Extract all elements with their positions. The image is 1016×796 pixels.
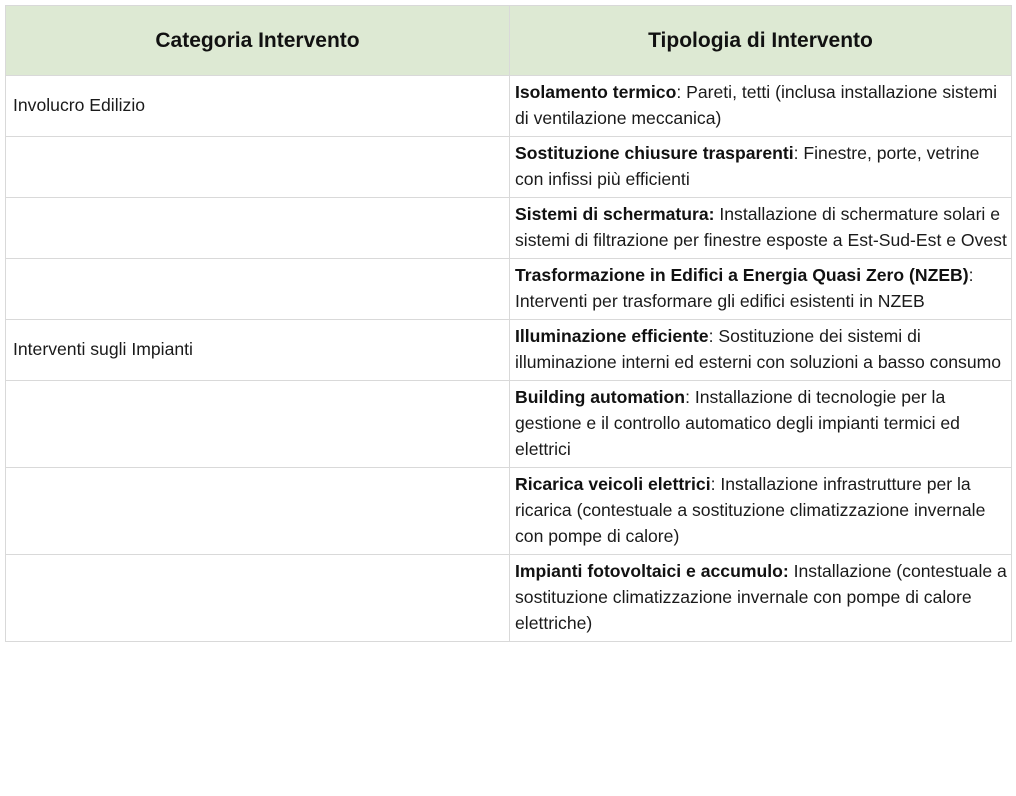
category-cell xyxy=(6,198,510,259)
type-description: : Finestre, porte, vetrine con infissi più efficienti xyxy=(515,143,980,189)
type-cell xyxy=(510,137,1012,198)
category-cell xyxy=(6,555,510,642)
type-title: Illuminazione efficiente xyxy=(515,326,709,346)
table-row xyxy=(6,555,1012,642)
type-title: Impianti fotovoltaici e accumulo: xyxy=(515,561,789,581)
type-cell xyxy=(510,76,1012,137)
type-title: Sistemi di schermatura: xyxy=(515,204,715,224)
table-row xyxy=(6,320,1012,381)
header-category: Categoria Intervento xyxy=(6,6,510,76)
type-cell xyxy=(510,320,1012,381)
type-description: Installazione (contestuale a sostituzione climatizzazione invernale con pompe di calore elettriche) xyxy=(515,561,1007,633)
type-description: : Pareti, tetti (inclusa installazione sistemi di ventilazione meccanica) xyxy=(515,82,998,128)
type-cell xyxy=(510,555,1012,642)
table-row xyxy=(6,468,1012,555)
type-title: Sostituzione chiusure trasparenti xyxy=(515,143,794,163)
type-description: : Interventi per trasformare gli edifici esistenti in NZEB xyxy=(515,265,974,311)
table-row xyxy=(6,137,1012,198)
category-cell xyxy=(6,137,510,198)
type-title: Isolamento termico xyxy=(515,82,677,102)
category-cell: Involucro Edilizio xyxy=(6,76,510,137)
type-cell xyxy=(510,198,1012,259)
type-cell xyxy=(510,381,1012,468)
table-row xyxy=(6,198,1012,259)
category-cell: Interventi sugli Impianti xyxy=(6,320,510,381)
type-description: : Installazione infrastrutture per la ricarica (contestuale a sostituzione climatizzazione invernale con pompe di calore) xyxy=(515,474,986,546)
type-title: Ricarica veicoli elettrici xyxy=(515,474,711,494)
category-cell xyxy=(6,259,510,320)
table-row xyxy=(6,259,1012,320)
header-row xyxy=(6,6,1012,76)
category-cell xyxy=(6,468,510,555)
table-row xyxy=(6,76,1012,137)
type-cell xyxy=(510,259,1012,320)
category-cell xyxy=(6,381,510,468)
header-type: Tipologia di Intervento xyxy=(510,6,1012,76)
type-cell xyxy=(510,468,1012,555)
type-description: : Sostituzione dei sistemi di illuminazione interni ed esterni con soluzioni a basso consumo xyxy=(515,326,1002,372)
type-title: Trasformazione in Edifici a Energia Quasi Zero (NZEB) xyxy=(515,265,969,285)
table-row xyxy=(6,381,1012,468)
type-title: Building automation xyxy=(515,387,686,407)
interventions-table xyxy=(5,5,1012,642)
type-description: : Installazione di tecnologie per la gestione e il controllo automatico degli impianti termici ed elettrici xyxy=(515,387,960,459)
type-description: Installazione di schermature solari e sistemi di filtrazione per finestre esposte a Est-Sud-Est e Ovest xyxy=(515,204,1007,250)
